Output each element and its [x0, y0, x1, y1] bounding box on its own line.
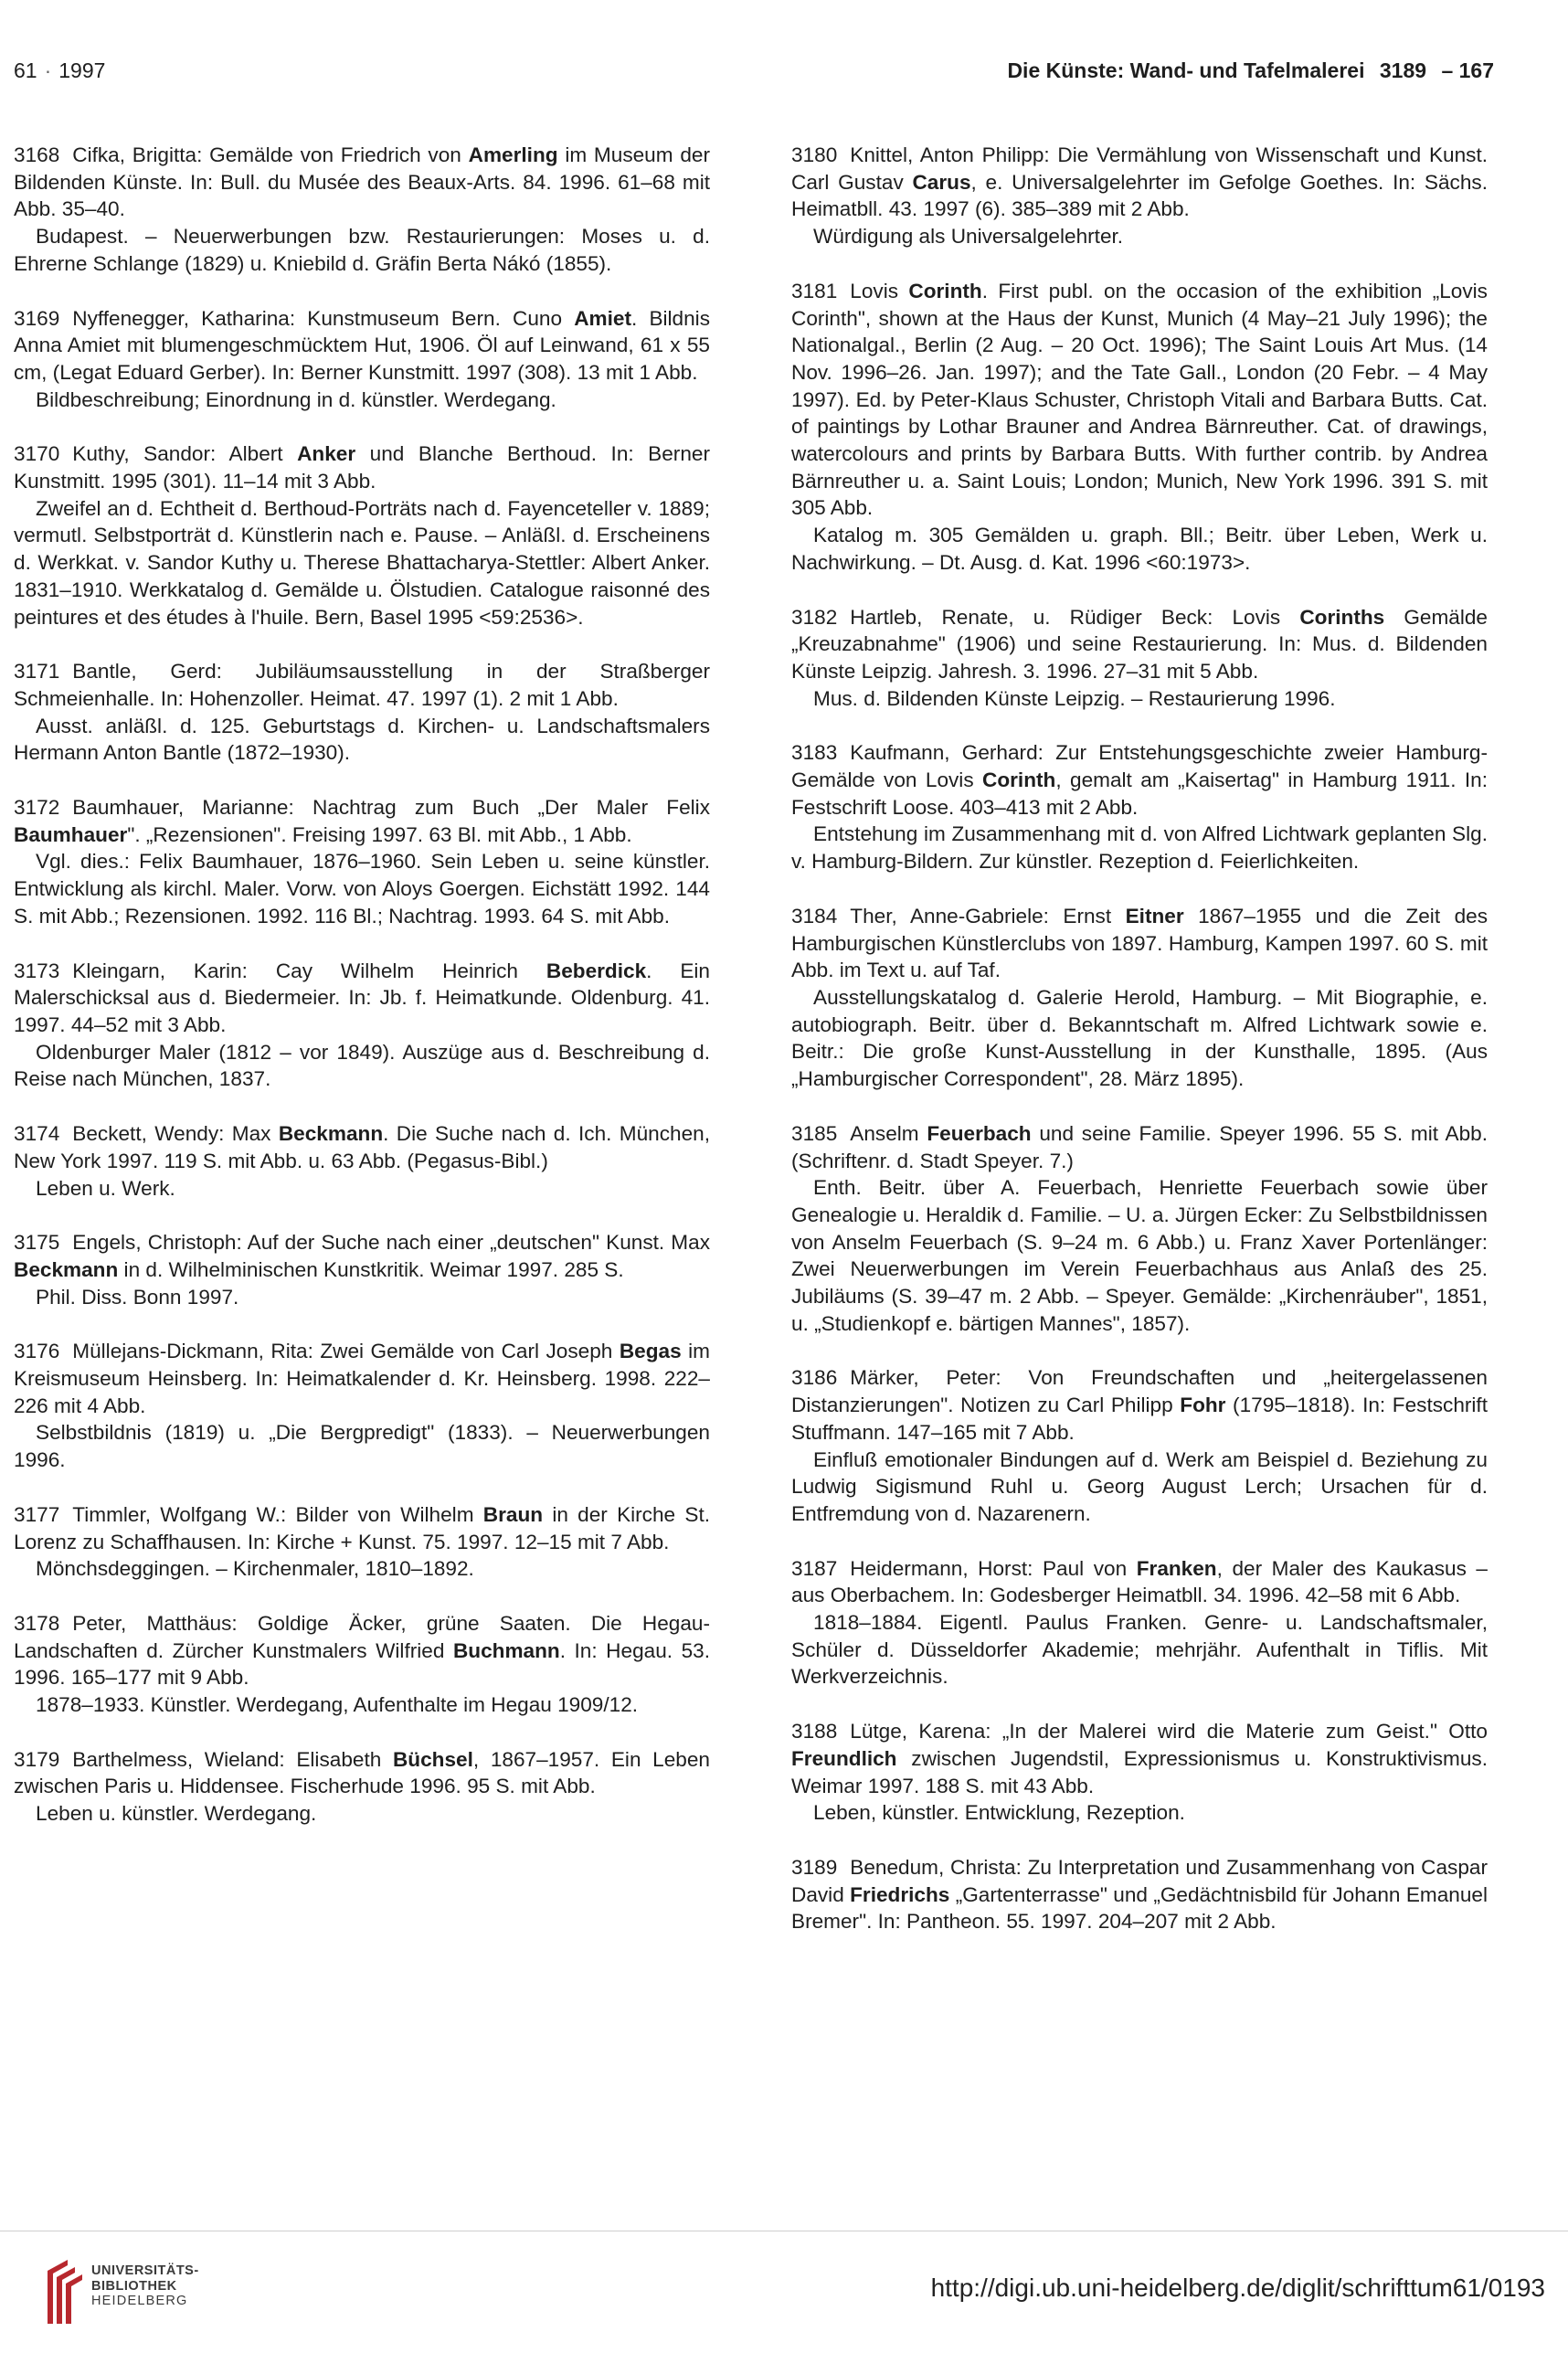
entry-keyword: Amiet [574, 306, 631, 330]
entry-keyword: Baumhauer [14, 822, 128, 846]
bibliography-entry [791, 278, 1488, 577]
entry-keyword: Buchmann [452, 1638, 560, 1662]
source-url[interactable]: http://digi.ub.uni-heidelberg.de/diglit/schrifttum61/0193 [930, 2274, 1545, 2302]
entry-annotation: 1818–1884. Eigentl. Paulus Franken. Genre- u. Landschaftsmaler, Schüler d. Düsseldorfer Akademie; mehrjähr. Aufenthalt in Tiflis. Mit Werkverzeichnis. [791, 1611, 1488, 1689]
library-name-line1: UNIVERSITÄTS- [91, 2263, 199, 2278]
entry-annotation: Bildbeschreibung; Einordnung in d. künstler. Werdegang. [36, 387, 556, 411]
bibliography-entry [14, 1229, 710, 1310]
entry-text-after: 1867–1955 und die Zeit des Hamburgischen Künstlerclubs von 1897. Hamburg, Kampen 1997. 60 S. mit Abb. im Text u. auf Taf. [791, 904, 1488, 982]
bibliography-entry [791, 1120, 1488, 1338]
entry-citation [791, 604, 1488, 685]
entry-text-before: Anselm [850, 1121, 927, 1145]
entry-number: 3176 [14, 1340, 60, 1363]
entry-keyword: Braun [482, 1502, 544, 1526]
entry-keyword: Büchsel [392, 1747, 473, 1771]
entry-keyword: Corinth [908, 279, 982, 302]
entry-text-before: Beckett, Wendy: Max [72, 1122, 279, 1146]
entry-annotation: Leben u. künstler. Werdegang. [36, 1802, 317, 1826]
entry-number: 3181 [791, 279, 838, 302]
entry-number: 3184 [791, 904, 838, 927]
entry-annotation: Enth. Beitr. über A. Feuerbach, Henriette Feuerbach sowie über Genealogie u. Heraldik d. Familie. – U. a. Jürgen Ecker: Zu Selbstbildnissen von Anselm Feuerbach (S. 9–24 m. 6 Abb.) u. Franz Xaver Portenlänger: Zwei Neuerwerbungen im Verein Feuerbachhaus aus Anlaß des 25. Jubiläums (S. 39–47 m. 2 Abb. – Speyer. Gemälde: „Kirchenräuber", 1851, u. „Studienkopf e. bärtigen Mannes", 1857). [791, 1176, 1488, 1335]
entry-keyword: Carus [912, 170, 971, 194]
entry-text-after: ". „Rezensionen". Freising 1997. 63 Bl. mit Abb., 1 Abb. [127, 822, 632, 846]
entry-annotation: Katalog m. 305 Gemälden u. graph. Bll.; Beitr. über Leben, Werk u. Nachwirkung. – Dt. Ausg. d. Kat. 1996 <60:1973>. [791, 524, 1488, 574]
entry-text-after: im Museum der Bildenden Künste. In: Bull. du Musée des Beaux-Arts. 84. 1996. 61–68 mit Abb. 35–40. [14, 143, 710, 221]
entry-text-after: . Ein Malerschicksal aus d. Biedermeier. In: Jb. f. Heimatkunde. Oldenburg. 41. 1997. 44–52 mit 3 Abb. [14, 959, 710, 1036]
entry-annotation: Leben, künstler. Entwicklung, Rezeption. [813, 1801, 1185, 1825]
header-year: 1997 [58, 58, 106, 82]
entry-citation [791, 1364, 1488, 1446]
entry-keyword: Corinths [1299, 605, 1385, 629]
entry-text-before: Engels, Christoph: Auf der Suche nach einer „deutschen" Kunst. Max [72, 1231, 710, 1255]
entry-keyword: Anker [297, 442, 356, 466]
entry-number: 3189 [791, 1855, 838, 1879]
entry-annotation: Leben u. Werk. [36, 1176, 175, 1200]
entry-keyword: Eitner [1125, 904, 1184, 927]
entry-citation [14, 1746, 710, 1800]
entry-number: 3187 [791, 1556, 838, 1580]
entry-annotation: Würdigung als Universalgelehrter. [813, 225, 1124, 249]
entry-text-after: . First publ. on the occasion of the exhibition „Lovis Corinth", shown at the Haus der Kunst, Munich (4 May–21 July 1996); the Nationalgal., Berlin (2 Aug. – 20 Oct. 1996); The Saint Louis Art Mus. (14 Nov. 1996–26. Jan. 1997); and the Tate Gall., London (20 Febr. – 4 May 1997). Ed. by Peter-Klaus Schuster, Christoph Vitali and Barbara Butts. Cat. of paintings by Lothar Brauner and Andrea Bärnreuther. Cat. of drawings, watercolours and prints by Barbara Butts. With further contrib. by Andrea Bärnreuther u. a. Saint Louis; London; Munich, New York 1996. 391 S. mit 305 Abb. [791, 279, 1488, 520]
entry-number: 3177 [14, 1502, 60, 1526]
entry-text-before: Hartleb, Renate, u. Rüdiger Beck: Lovis [850, 605, 1300, 629]
entry-citation [791, 1555, 1488, 1609]
entry-citation [791, 903, 1488, 984]
entry-number: 3180 [791, 143, 838, 166]
entry-number: 3175 [14, 1231, 60, 1255]
entry-text-after: , der Maler des Kaukasus – aus Oberbachem. In: Godesberger Heimatbll. 34. 1996. 42–58 mit 6 Abb. [791, 1556, 1489, 1607]
entry-citation [14, 305, 710, 387]
bibliography-entry [14, 1610, 710, 1719]
entry-annotation: Entstehung im Zusammenhang mit d. von Alfred Lichtwark geplanten Slg. v. Hamburg-Bildern. Zur künstler. Rezeption d. Feierlichkeiten. [791, 822, 1488, 874]
bibliography-entry [14, 1501, 710, 1583]
library-name-line2: BIBLIOTHEK [91, 2278, 177, 2294]
bibliography-entry [14, 1746, 710, 1828]
entry-text-after: in der Kirche St. Lorenz zu Schaffhausen. In: Kirche + Kunst. 75. 1997. 12–15 mit 7 Abb. [14, 1502, 710, 1553]
entry-text-before: Cifka, Brigitta: Gemälde von Friedrich von [72, 143, 469, 166]
bibliography-entry [14, 1338, 710, 1474]
header-entry-range: 3189 [1379, 58, 1427, 82]
entry-annotation: Selbstbildnis (1819) u. „Die Bergpredigt" (1833). – Neuerwerbungen 1996. [14, 1421, 710, 1472]
entry-text-after: zwischen Jugendstil, Expressionismus u. Konstruktivismus. Weimar 1997. 188 S. mit 43 Abb. [791, 1746, 1488, 1797]
entry-text-before: Kaufmann, Gerhard: Zur Entstehungsgeschichte zweier Hamburg-Gemälde von Lovis [791, 741, 1488, 792]
entry-text-after: , e. Universalgelehrter im Gefolge Goethes. In: Sächs. Heimatbll. 43. 1997 (6). 385–389 mit 2 Abb. [791, 170, 1488, 221]
entry-text-before: Barthelmess, Wieland: Elisabeth [72, 1747, 393, 1771]
entry-number: 3188 [791, 1720, 838, 1744]
entry-keyword: Feuerbach [927, 1121, 1032, 1145]
entry-text-after: „Gartenterrasse" und „Gedächtnisbild für Johann Emanuel Bremer". In: Pantheon. 55. 1997. 204–207 mit 2 Abb. [791, 1882, 1488, 1934]
entry-text-before: Kleingarn, Karin: Cay Wilhelm Heinrich [72, 959, 546, 982]
entry-annotation: Mus. d. Bildenden Künste Leipzig. – Restaurierung 1996. [813, 686, 1336, 710]
entry-text-after: , gemalt am „Kaisertag" in Hamburg 1911. In: Festschrift Loose. 403–413 mit 2 Abb. [791, 768, 1489, 819]
entry-number: 3186 [791, 1366, 838, 1390]
entry-annotation: Phil. Diss. Bonn 1997. [36, 1285, 239, 1309]
entry-keyword: Freundlich [791, 1746, 897, 1770]
entry-annotation: Einfluß emotionaler Bindungen auf d. Werk am Beispiel d. Beziehung zu Ludwig Sigismund Ruhl u. Georg August Lerch; Ursachen für d. Entfremdung von d. Nazarenern. [791, 1447, 1488, 1525]
entry-citation [14, 1338, 710, 1419]
entry-number: 3173 [14, 959, 60, 982]
bibliography-entry [14, 658, 710, 767]
bibliography-entry [791, 1364, 1488, 1527]
entry-text-after: in d. Wilhelminischen Kunstkritik. Weimar 1997. 285 S. [118, 1257, 624, 1281]
entry-citation [14, 1120, 710, 1174]
header-left [14, 58, 105, 83]
entry-citation [791, 1854, 1488, 1935]
entry-keyword: Amerling [468, 143, 558, 166]
entry-annotation: Ausst. anläßl. d. 125. Geburtstags d. Kirchen- u. Landschaftsmalers Hermann Anton Bantle (1872–1930). [14, 714, 710, 765]
entry-text-before: Heidermann, Horst: Paul von [850, 1556, 1137, 1580]
entry-citation [14, 794, 710, 848]
library-name-line3: HEIDELBERG [91, 2294, 188, 2308]
entry-text-before: Müllejans-Dickmann, Rita: Zwei Gemälde von Carl Joseph [72, 1340, 620, 1363]
entry-text-before: Timmler, Wolfgang W.: Bilder von Wilhelm [72, 1502, 483, 1526]
entry-number: 3171 [14, 660, 60, 684]
bibliography-entry [14, 794, 710, 930]
bibliography-entry [14, 440, 710, 631]
running-header [14, 58, 1494, 95]
library-name [91, 2263, 199, 2309]
entry-citation [791, 739, 1488, 821]
entry-citation [14, 958, 710, 1039]
entry-text-before: Märker, Peter: Von Freundschaften und „heitergelassenen Distanzierungen". Notizen zu Carl Philipp [791, 1366, 1488, 1417]
entry-text-after: . Bildnis Anna Amiet mit blumengeschmücktem Hut, 1906. Öl auf Leinwand, 61 x 55 cm, (Legat Eduard Gerber). In: Berner Kunstmitt. 1997 (308). 13 mit 1 Abb. [14, 306, 710, 384]
bibliography-entry [14, 142, 710, 278]
entry-citation [14, 1229, 710, 1283]
entry-text-after: . Die Suche nach d. Ich. München, New York 1997. 119 S. mit Abb. u. 63 Abb. (Pegasus-Bibl.) [14, 1122, 710, 1172]
bibliography-entry [14, 305, 710, 414]
bibliography-entry [791, 739, 1488, 875]
bibliography-entry [14, 1120, 710, 1202]
right-column [791, 142, 1488, 1963]
entry-annotation: Budapest. – Neuerwerbungen bzw. Restaurierungen: Moses u. d. Ehrerne Schlange (1829) u. Kniebild d. Gräfin Berta Nákó (1855). [14, 225, 710, 275]
entry-number: 3182 [791, 605, 838, 629]
entry-keyword: Franken [1136, 1556, 1217, 1580]
header-right [1007, 58, 1494, 83]
entry-keyword: Beckmann [14, 1257, 119, 1281]
entry-number: 3179 [14, 1747, 60, 1771]
entry-citation [14, 1610, 710, 1691]
header-title: Die Künste: Wand- und Tafelmalerei [1007, 58, 1365, 82]
bibliography-entry [791, 1854, 1488, 1935]
entry-keyword: Fohr [1180, 1394, 1226, 1417]
entry-keyword: Beckmann [278, 1122, 384, 1146]
entry-keyword: Beberdick [546, 959, 647, 982]
bibliography-entry [791, 1555, 1488, 1691]
header-page-number: – 167 [1441, 58, 1494, 82]
entry-number: 3172 [14, 796, 60, 820]
entry-text-before: Lütge, Karena: „In der Malerei wird die Materie zum Geist." Otto [850, 1720, 1488, 1744]
bibliography-entry [14, 958, 710, 1094]
entry-annotation: Ausstellungskatalog d. Galerie Herold, Hamburg. – Mit Biographie, e. autobiograph. Beitr. über d. Bekanntschaft m. Alfred Lichtwark sowie e. Beitr.: Die große Kunst-Ausstellung in der Kunsthalle, 1895. (Aus „Hamburgischer Correspondent", 28. März 1895). [791, 985, 1488, 1091]
entry-annotation: Oldenburger Maler (1812 – vor 1849). Auszüge aus d. Beschreibung d. Reise nach München, 1837. [14, 1040, 710, 1091]
entry-number: 3178 [14, 1611, 60, 1635]
entry-text-before: Benedum, Christa: Zu Interpretation und Zusammenhang von Caspar David [791, 1855, 1488, 1906]
entry-citation [14, 142, 710, 223]
entry-text-after: und Blanche Berthoud. In: Berner Kunstmitt. 1995 (301). 11–14 mit 3 Abb. [14, 442, 710, 493]
entry-text-before: Bantle, Gerd: Jubiläumsausstellung in der Straßberger Schmeienhalle. In: Hohenzoller. Heimat. 47. 1997 (1). 2 mit 1 Abb. [14, 660, 710, 710]
entry-number: 3168 [14, 143, 60, 166]
entry-text-before: Baumhauer, Marianne: Nachtrag zum Buch „Der Maler Felix [72, 796, 710, 820]
entry-text-before: Knittel, Anton Philipp: Die Vermählung von Wissenschaft und Kunst. Carl Gustav [791, 143, 1488, 194]
entry-number: 3183 [791, 741, 838, 765]
bibliography-entry [791, 142, 1488, 250]
entry-number: 3170 [14, 442, 60, 466]
entry-annotation: 1878–1933. Künstler. Werdegang, Aufenthalte im Hegau 1909/12. [36, 1693, 639, 1717]
entry-citation [14, 1501, 710, 1555]
entry-text-after: . In: Hegau. 53. 1996. 165–177 mit 9 Abb. [14, 1638, 710, 1690]
entry-keyword: Begas [619, 1340, 682, 1363]
entry-text-before: Kuthy, Sandor: Albert [72, 442, 298, 466]
entry-citation [791, 1120, 1488, 1174]
entry-text-after: Gemälde „Kreuzabnahme" (1906) und seine Restaurierung. In: Mus. d. Bildenden Künste Leipzig. Jahresh. 3. 1996. 27–31 mit 5 Abb. [791, 605, 1488, 683]
entry-citation [791, 278, 1488, 522]
header-separator-dot: · [44, 58, 52, 82]
entry-text-after: , 1867–1957. Ein Leben zwischen Paris u. Hiddensee. Fischerhude 1996. 95 S. mit Abb. [14, 1747, 710, 1798]
entry-annotation: Vgl. dies.: Felix Baumhauer, 1876–1960. Sein Leben u. seine künstler. Entwicklung als kirchl. Maler. Vorw. von Aloys Goergen. Eichstätt 1992. 144 S. mit Abb.; Rezensionen. 1992. 116 Bl.; Nachtrag. 1993. 64 S. mit Abb. [14, 850, 710, 927]
left-column [14, 142, 710, 1855]
entry-number: 3185 [791, 1121, 838, 1145]
entry-annotation: Zweifel an d. Echtheit d. Berthoud-Porträts nach d. Fayenceteller v. 1889; vermutl. Selbstporträt d. Künstlerin nach e. Pause. – Anläßl. d. Erscheinens d. Werkkat. v. Sandor Kuthy u. Therese Bhattacharya-Stettler: Albert Anker. 1831–1910. Werkkatalog d. Gemälde u. Ölstudien. Catalogue raisonné des peintures et des études à l'huile. Bern, Basel 1995 <59:2536>. [14, 496, 710, 629]
entry-text-before: Lovis [850, 279, 909, 302]
entry-number: 3169 [14, 306, 60, 330]
entry-text-after: und seine Familie. Speyer 1996. 55 S. mit Abb. (Schriftenr. d. Stadt Speyer. 7.) [791, 1121, 1488, 1172]
entry-citation [791, 142, 1488, 223]
entry-text-before: Peter, Matthäus: Goldige Äcker, grüne Saaten. Die Hegau-Landschaften d. Zürcher Kunstmalers Wilfried [14, 1611, 710, 1662]
entry-text-before: Ther, Anne-Gabriele: Ernst [850, 904, 1126, 927]
bibliography-entry [791, 903, 1488, 1093]
bibliography-entry [791, 604, 1488, 713]
entry-keyword: Corinth [982, 768, 1056, 792]
entry-citation [14, 658, 710, 712]
header-volume: 61 [14, 58, 37, 82]
entry-citation [14, 440, 710, 494]
entry-number: 3174 [14, 1122, 60, 1146]
entry-text-after: (1795–1818). In: Festschrift Stuffmann. 147–165 mit 7 Abb. [791, 1394, 1488, 1444]
entry-annotation: Mönchsdeggingen. – Kirchenmaler, 1810–1892. [36, 1557, 474, 1581]
entry-text-before: Nyffenegger, Katharina: Kunstmuseum Bern. Cuno [72, 306, 575, 330]
entry-text-after: im Kreismuseum Heinsberg. In: Heimatkalender d. Kr. Heinsberg. 1998. 222–226 mit 4 Abb. [14, 1340, 710, 1417]
bibliography-entry [791, 1718, 1488, 1827]
entry-citation [791, 1718, 1488, 1799]
entry-keyword: Friedrichs [850, 1882, 950, 1906]
